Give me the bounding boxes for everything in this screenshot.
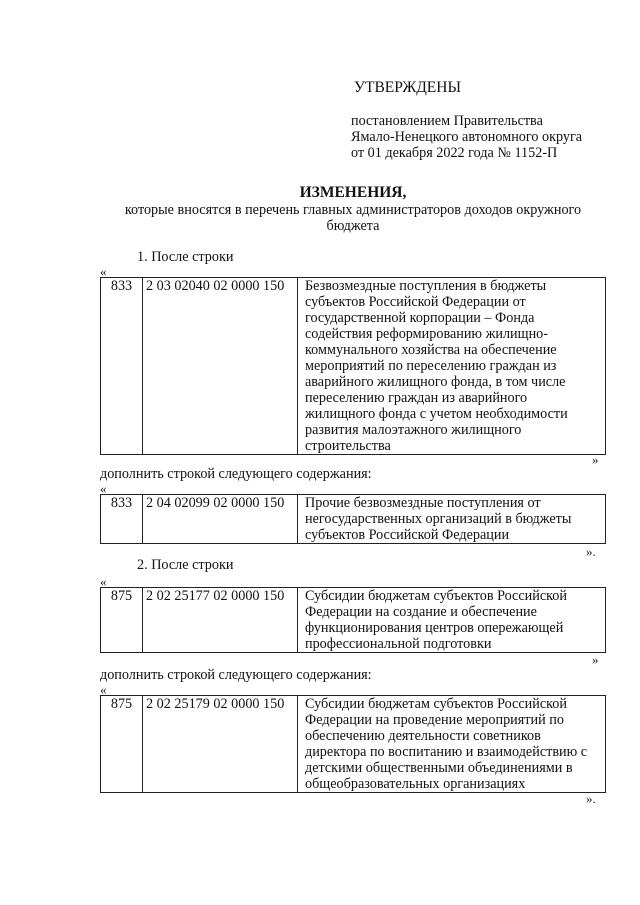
- description-line: жилищного фонда с учетом необходимости: [305, 406, 568, 422]
- description-line: мероприятий по переселению граждан из: [305, 358, 557, 374]
- section-1-new-quote-close: ».: [586, 544, 596, 559]
- row-kbk: 2 03 02040 02 0000 150: [143, 278, 298, 455]
- section-1-new-quote-open: «: [100, 481, 107, 496]
- section-1-label: 1. После строки: [137, 249, 234, 265]
- description-line: переселению граждан из аварийного: [305, 390, 528, 406]
- description-line: детскими общественными объединениями в: [305, 760, 573, 776]
- section-2-add-text: дополнить строкой следующего содержания:: [100, 667, 372, 683]
- description-line: Прочие безвозмездные поступления от: [305, 495, 541, 511]
- row-code: 833: [101, 278, 143, 455]
- description-line: содействия реформированию жилищно-: [305, 326, 548, 342]
- document-subtitle-line-2: бюджета: [326, 218, 380, 234]
- row-code: 833: [101, 495, 143, 544]
- document-title: ИЗМЕНЕНИЯ,: [299, 184, 407, 201]
- row-kbk: 2 02 25177 02 0000 150: [143, 588, 298, 653]
- section-1-quote-close: »: [592, 452, 599, 467]
- section-2-new-row: [100, 695, 606, 793]
- description-line: функционирования центров опережающей: [305, 620, 564, 636]
- description-line: Безвозмездные поступления в бюджеты: [305, 278, 547, 294]
- section-2-new-quote-close: ».: [586, 791, 596, 806]
- description-line: государственной корпорации – Фонда: [305, 310, 535, 326]
- description-line: обеспечению деятельности советников: [305, 728, 541, 744]
- section-2-new-quote-open: «: [100, 682, 107, 697]
- section-1-new-row: [100, 494, 606, 544]
- row-kbk: 2 02 25179 02 0000 150: [143, 696, 298, 793]
- row-kbk: 2 04 02099 02 0000 150: [143, 495, 298, 544]
- section-2-quote-close: »: [592, 652, 599, 667]
- description-line: общеобразовательных организациях: [305, 776, 526, 792]
- description-line: строительства: [305, 438, 391, 454]
- description-line: развития малоэтажного жилищного: [305, 422, 522, 438]
- description-line: коммунального хозяйства на обеспечение: [305, 342, 557, 358]
- section-2-label: 2. После строки: [137, 557, 234, 573]
- section-1-existing-row: [100, 277, 606, 455]
- description-line: Федерации на проведение мероприятий по: [305, 712, 564, 728]
- section-2-existing-row: [100, 587, 606, 653]
- description-line: Федерации на создание и обеспечение: [305, 604, 537, 620]
- description-line: субъектов Российской Федерации от: [305, 294, 526, 310]
- description-line: субъектов Российской Федерации: [305, 527, 510, 543]
- document-subtitle-line-1: которые вносятся в перечень главных администраторов доходов окружного: [124, 202, 582, 218]
- approval-line-decree: постановлением Правительства: [351, 113, 543, 129]
- row-code: 875: [101, 696, 143, 793]
- description-line: директора по воспитанию и взаимодействию с: [305, 744, 588, 760]
- description-line: негосударственных организаций в бюджеты: [305, 511, 572, 527]
- approval-line-region: Ямало-Ненецкого автономного округа: [351, 129, 583, 145]
- row-description: [298, 696, 606, 793]
- approval-title: УТВЕРЖДЕНЫ: [354, 79, 461, 96]
- description-line: Субсидии бюджетам субъектов Российской: [305, 588, 567, 604]
- row-description: [298, 588, 606, 653]
- section-1-add-text: дополнить строкой следующего содержания:: [100, 466, 372, 482]
- description-line: Субсидии бюджетам субъектов Российской: [305, 696, 567, 712]
- description-line: профессиональной подготовки: [305, 636, 492, 652]
- section-2-quote-open: «: [100, 574, 107, 589]
- section-1-quote-open: «: [100, 264, 107, 279]
- approval-line-date: от 01 декабря 2022 года № 1152-П: [351, 145, 558, 161]
- description-line: аварийного жилищного фонда, в том числе: [305, 374, 566, 390]
- row-code: 875: [101, 588, 143, 653]
- row-description: [298, 278, 606, 455]
- row-description: [298, 495, 606, 544]
